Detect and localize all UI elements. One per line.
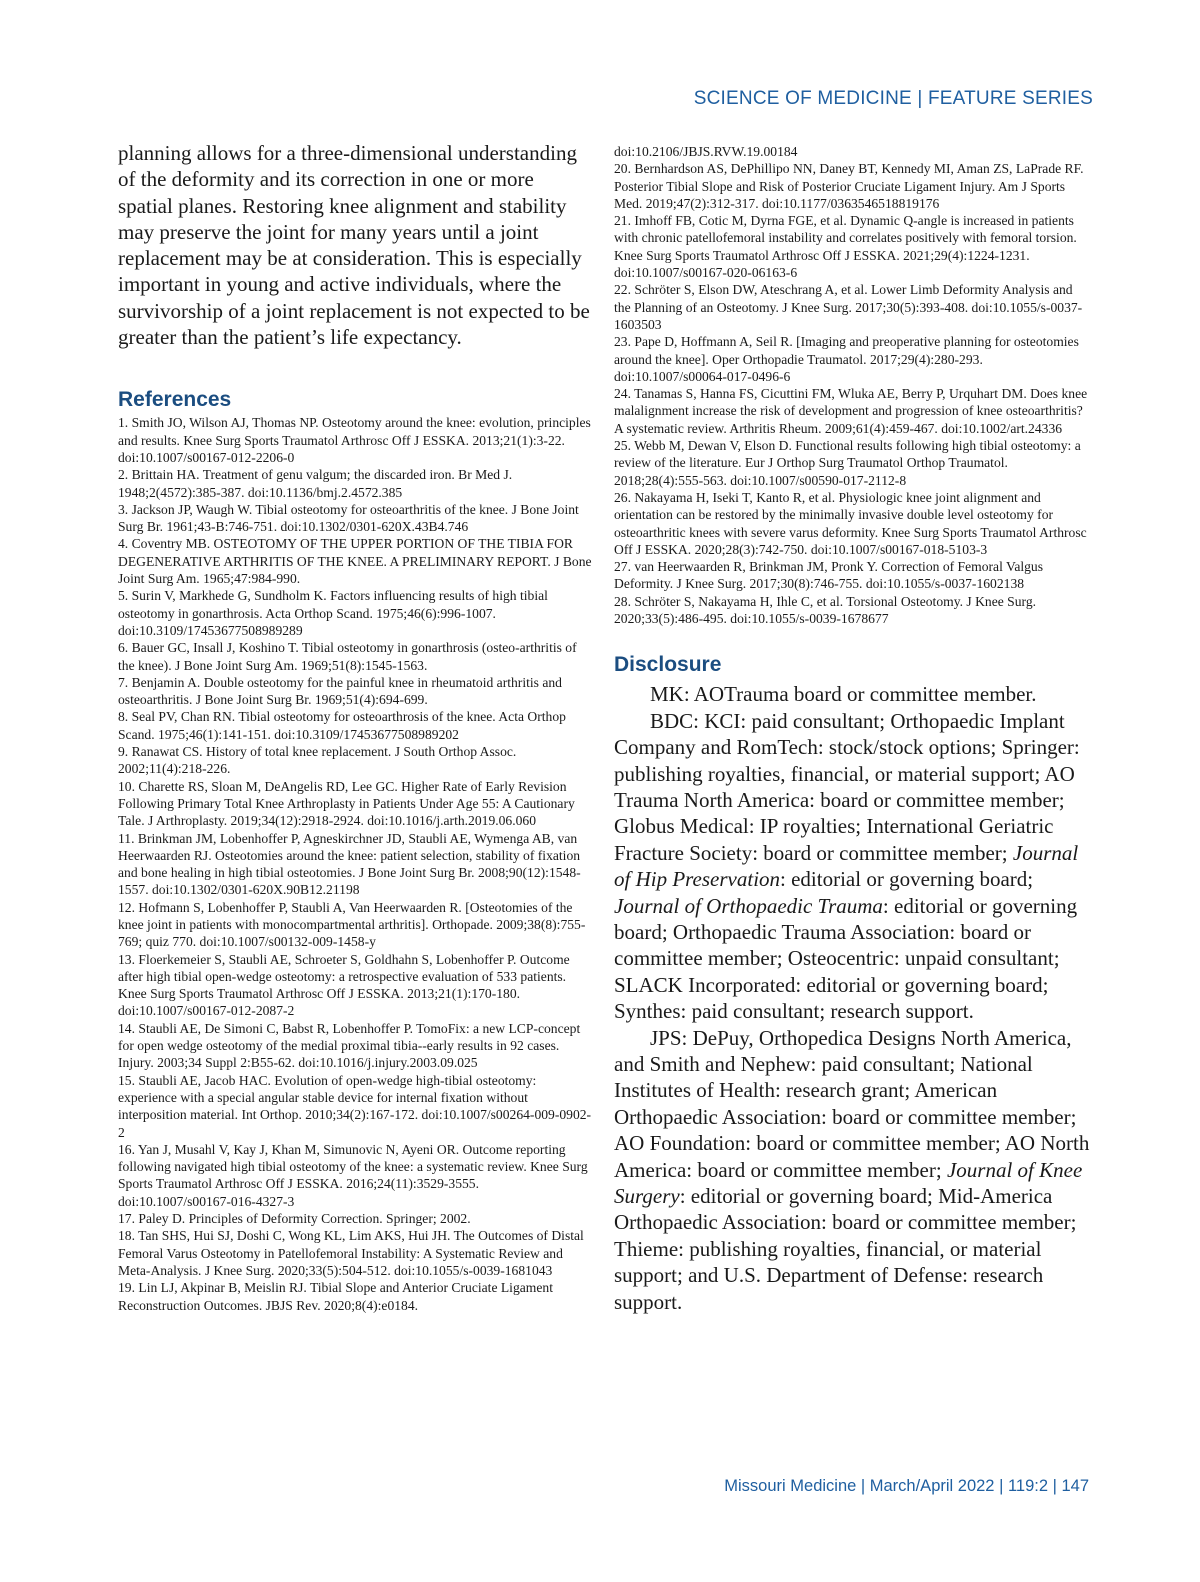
reference-item: 6. Bauer GC, Insall J, Koshino T. Tibial osteotomy in gonarthrosis (osteo-arthritis of the knee). J Bone Joint Surg Am. 1969;51(8):1545-1563. (118, 640, 577, 673)
reference-item: 23. Pape D, Hoffmann A, Seil R. [Imaging and preoperative planning for osteotomies around the knee]. Oper Orthopadie Traumatol. 2017;29(4):280-293. doi:10.1007/s00064-017-0496-6 (614, 334, 1079, 384)
reference-item: 21. Imhoff FB, Cotic M, Dyrna FGE, et al. Dynamic Q-angle is increased in patients with chronic patellofemoral instability and correlates positively with femoral torsion. Knee Surg Sports Traumatol Arthrosc Off J ESSKA. 2021;29(4):1224-1231. doi:10.1007/s00167-020-06163-6 (614, 213, 1077, 281)
disclosure-heading: Disclosure (614, 653, 722, 677)
journal-title: Journal of Hip Preservation (614, 840, 1079, 892)
running-header: SCIENCE OF MEDICINE | FEATURE SERIES (693, 88, 1093, 109)
reference-item: 15. Staubli AE, Jacob HAC. Evolution of open-wedge high-tibial osteotomy: experience with a special angular stable device for internal fixation without interposition material. Int Orthop. 2010;34(2):167-172. doi:10.1007/s00264-009-0902-2 (118, 1072, 592, 1140)
reference-list-continued (614, 143, 1090, 627)
reference-item: 24. Tanamas S, Hanna FS, Cicuttini FM, Wluka AE, Berry P, Urquhart DM. Does knee malalignment increase the risk of development and progression of knee osteoarthritis? A systematic review. Arthritis Rheum. 2009;61(4):459-467. doi:10.1002/art.24336 (614, 386, 1088, 436)
intro-paragraph: planning allows for a three-dimensional understanding of the deformity and its correction in one or more spatial planes. Restoring knee alignment and stability may preserve the joint for many years until a joint replacement may be at consideration. This is especially important in young and active individuals, where the survivorship of a joint replacement is not expected to be greater than the patient’s life expectancy. (118, 141, 590, 350)
journal-title: Journal of Knee Surgery (614, 1157, 1083, 1209)
disclosure-bdc (614, 708, 1090, 1025)
journal-title: Journal of Orthopaedic Trauma (614, 893, 883, 918)
disclosure-text: BDC: KCI: paid consultant; Orthopaedic Implant Company and RomTech: stock/stock options; Springer: publishing royalties, financial, or material support; AO Trauma North America: board or committee member; Globus Medical: IP royalties; International Geriatric Fracture Society: board or committee member; (614, 708, 1080, 865)
reference-item: 8. Seal PV, Chan RN. Tibial osteotomy for osteoarthrosis of the knee. Acta Orthop Scand. 1975;46(1):141-151. doi:10.3109/17453677508989202 (118, 709, 566, 742)
reference-item: 1. Smith JO, Wilson AJ, Thomas NP. Osteotomy around the knee: evolution, principles and results. Knee Surg Sports Traumatol Arthrosc Off J ESSKA. 2013;21(1):3-22. doi:10.1007/s00167-012-2206-0 (118, 415, 591, 465)
reference-item: 5. Surin V, Markhede G, Sundholm K. Factors influencing results of high tibial osteotomy in gonarthrosis. Acta Orthop Scand. 1975;46(6):996-1007. doi:10.3109/17453677508989289 (118, 588, 548, 638)
reference-item: 27. van Heerwaarden R, Brinkman JM, Pronk Y. Correction of Femoral Valgus Deformity. J Knee Surg. 2017;30(8):746-755. doi:10.1055/s-0037-1602138 (614, 559, 1044, 592)
disclosure-block (614, 681, 1090, 1315)
disclosure-text: JPS: DePuy, Orthopedica Designs North America, and Smith and Nephew: paid consultant; National Institutes of Health: research grant; American Orthopaedic Association: board or committee member; AO Foundation: board or committee member; AO North America: board or committee member; (614, 1025, 1090, 1182)
reference-item: 2. Brittain HA. Treatment of genu valgum; the discarded iron. Br Med J. 1948;2(4572):385-387. doi:10.1136/bmj.2.4572.385 (118, 467, 513, 500)
reference-list (118, 414, 593, 1313)
reference-item: 26. Nakayama H, Iseki T, Kanto R, et al. Physiologic knee joint alignment and orientation can be restored by the minimally invasive double level osteotomy for osteoarthritic knees with severe varus deformity. Knee Surg Sports Traumatol Arthrosc Off J ESSKA. 2020;28(3):742-750. doi:10.1007/s00167-018-5103-3 (614, 489, 1087, 557)
disclosure-text: : editorial or governing board; Orthopaedic Trauma Association: board or committee member; Osteocentric: unpaid consultant; SLACK Incorporated: editorial or governing board; Synthes: paid consultant; research support. (614, 893, 1078, 1024)
reference-item: 10. Charette RS, Sloan M, DeAngelis RD, Lee GC. Higher Rate of Early Revision Following Primary Total Knee Arthroplasty in Patients Under Age 55: A Cautionary Tale. J Arthroplasty. 2019;34(12):2918-2924. doi:10.1016/j.arth.2019.06.060 (118, 778, 575, 829)
reference-item: 3. Jackson JP, Waugh W. Tibial osteotomy for osteoarthritis of the knee. J Bone Joint Surg Br. 1961;43-B:746-751. doi:10.1302/0301-620X.43B4.746 (118, 501, 579, 535)
disclosure-text: : editorial or governing board; (780, 867, 1034, 892)
reference-item: 14. Staubli AE, De Simoni C, Babst R, Lobenhoffer P. TomoFix: a new LCP-concept for open wedge osteotomy of the medial proximal tibia--early results in 92 cases. Injury. 2003;34 Suppl 2:B55-62. doi:10.1016/j.injury.2003.09.025 (118, 1020, 581, 1071)
disclosure-jps (614, 1025, 1090, 1315)
reference-item: 17. Paley D. Principles of Deformity Correction. Springer; 2002. (118, 1211, 471, 1227)
reference-item: 12. Hofmann S, Lobenhoffer P, Staubli A, Van Heerwaarden R. [Osteotomies of the knee joint in patients with monocompartmental arthritis]. Orthopade. 2009;38(8):755-769; quiz 770. doi:10.1007/s00132-009-1458-y (118, 899, 586, 950)
reference-item: 13. Floerkemeier S, Staubli AE, Schroeter S, Goldhahn S, Lobenhoffer P. Outcome after high tibial open-wedge osteotomy: a retrospective evaluation of 533 patients. Knee Surg Sports Traumatol Arthrosc Off J ESSKA. 2013;21(1):170-180. doi:10.1007/s00167-012-2087-2 (118, 951, 570, 1019)
reference-item: 11. Brinkman JM, Lobenhoffer P, Agneskirchner JD, Staubli AE, Wymenga AB, van Heerwaarden RJ. Osteotomies around the knee: patient selection, stability of fixation and bone healing in high tibial osteotomies. J Bone Joint Surg Br. 2008;90(12):1548-1557. doi:10.1302/0301-620X.90B12.21198 (118, 830, 581, 898)
right-column (614, 143, 1090, 1315)
reference-item: 19. Lin LJ, Akpinar B, Meislin RJ. Tibial Slope and Anterior Cruciate Ligament Reconstruction Outcomes. JBJS Rev. 2020;8(4):e0184. (118, 1280, 553, 1313)
reference-item: 28. Schröter S, Nakayama H, Ihle C, et al. Torsional Osteotomy. J Knee Surg. 2020;33(5):486-495. doi:10.1055/s-0039-1678677 (614, 593, 1037, 627)
reference-item: 9. Ranawat CS. History of total knee replacement. J South Orthop Assoc. 2002;11(4):218-226. (118, 744, 517, 777)
reference-item: 16. Yan J, Musahl V, Kay J, Khan M, Simunovic N, Ayeni OR. Outcome reporting following navigated high tibial osteotomy of the knee: a systematic review. Knee Surg Sports Traumatol Arthrosc Off J ESSKA. 2016;24(11):3529-3555. doi:10.1007/s00167-016-4327-3 (118, 1141, 588, 1209)
reference-item: 4. Coventry MB. OSTEOTOMY OF THE UPPER PORTION OF THE TIBIA FOR DEGENERATIVE ARTHRITIS OF THE KNEE. A PRELIMINARY REPORT. J Bone Joint Surg Am. 1965;47:984-990. (118, 536, 592, 587)
references-heading: References (118, 388, 232, 412)
reference-item: 22. Schröter S, Elson DW, Ateschrang A, et al. Lower Limb Deformity Analysis and the Planning of an Osteotomy. J Knee Surg. 2017;30(5):393-408. doi:10.1055/s-0037-1603503 (614, 282, 1083, 332)
reference-item: 25. Webb M, Dewan V, Elson D. Functional results following high tibial osteotomy: a review of the literature. Eur J Orthop Surg Traumatol Orthop Traumatol. 2018;28(4):555-563. doi:10.1007/s00590-017-2112-8 (614, 438, 1081, 488)
reference-item: 7. Benjamin A. Double osteotomy for the painful knee in rheumatoid arthritis and osteoarthritis. J Bone Joint Surg Br. 1969;51(4):694-699. (118, 674, 562, 708)
reference-item: doi:10.2106/JBJS.RVW.19.00184 (614, 144, 798, 159)
running-footer: Missouri Medicine | March/April 2022 | 119:2 | 147 (724, 1477, 1089, 1495)
disclosure-text: : editorial or governing board; Mid-America Orthopaedic Association: board or committee member; Thieme: publishing royalties, financial, or material support; and U.S. Department of Defense: research support. (614, 1184, 1077, 1314)
disclosure-mk: MK: AOTrauma board or committee member. (650, 682, 1037, 707)
left-column (118, 140, 593, 1314)
reference-item: 20. Bernhardson AS, DePhillipo NN, Daney BT, Kennedy MI, Aman ZS, LaPrade RF. Posterior Tibial Slope and Risk of Posterior Cruciate Ligament Injury. Am J Sports Med. 2019;47(2):312-317. doi:10.1177/0363546518819176 (614, 161, 1084, 211)
reference-item: 18. Tan SHS, Hui SJ, Doshi C, Wong KL, Lim AKS, Hui JH. The Outcomes of Distal Femoral Varus Osteotomy in Patellofemoral Instability: A Systematic Review and Meta-Analysis. J Knee Surg. 2020;33(5):504-512. doi:10.1055/s-0039-1681043 (118, 1228, 584, 1278)
